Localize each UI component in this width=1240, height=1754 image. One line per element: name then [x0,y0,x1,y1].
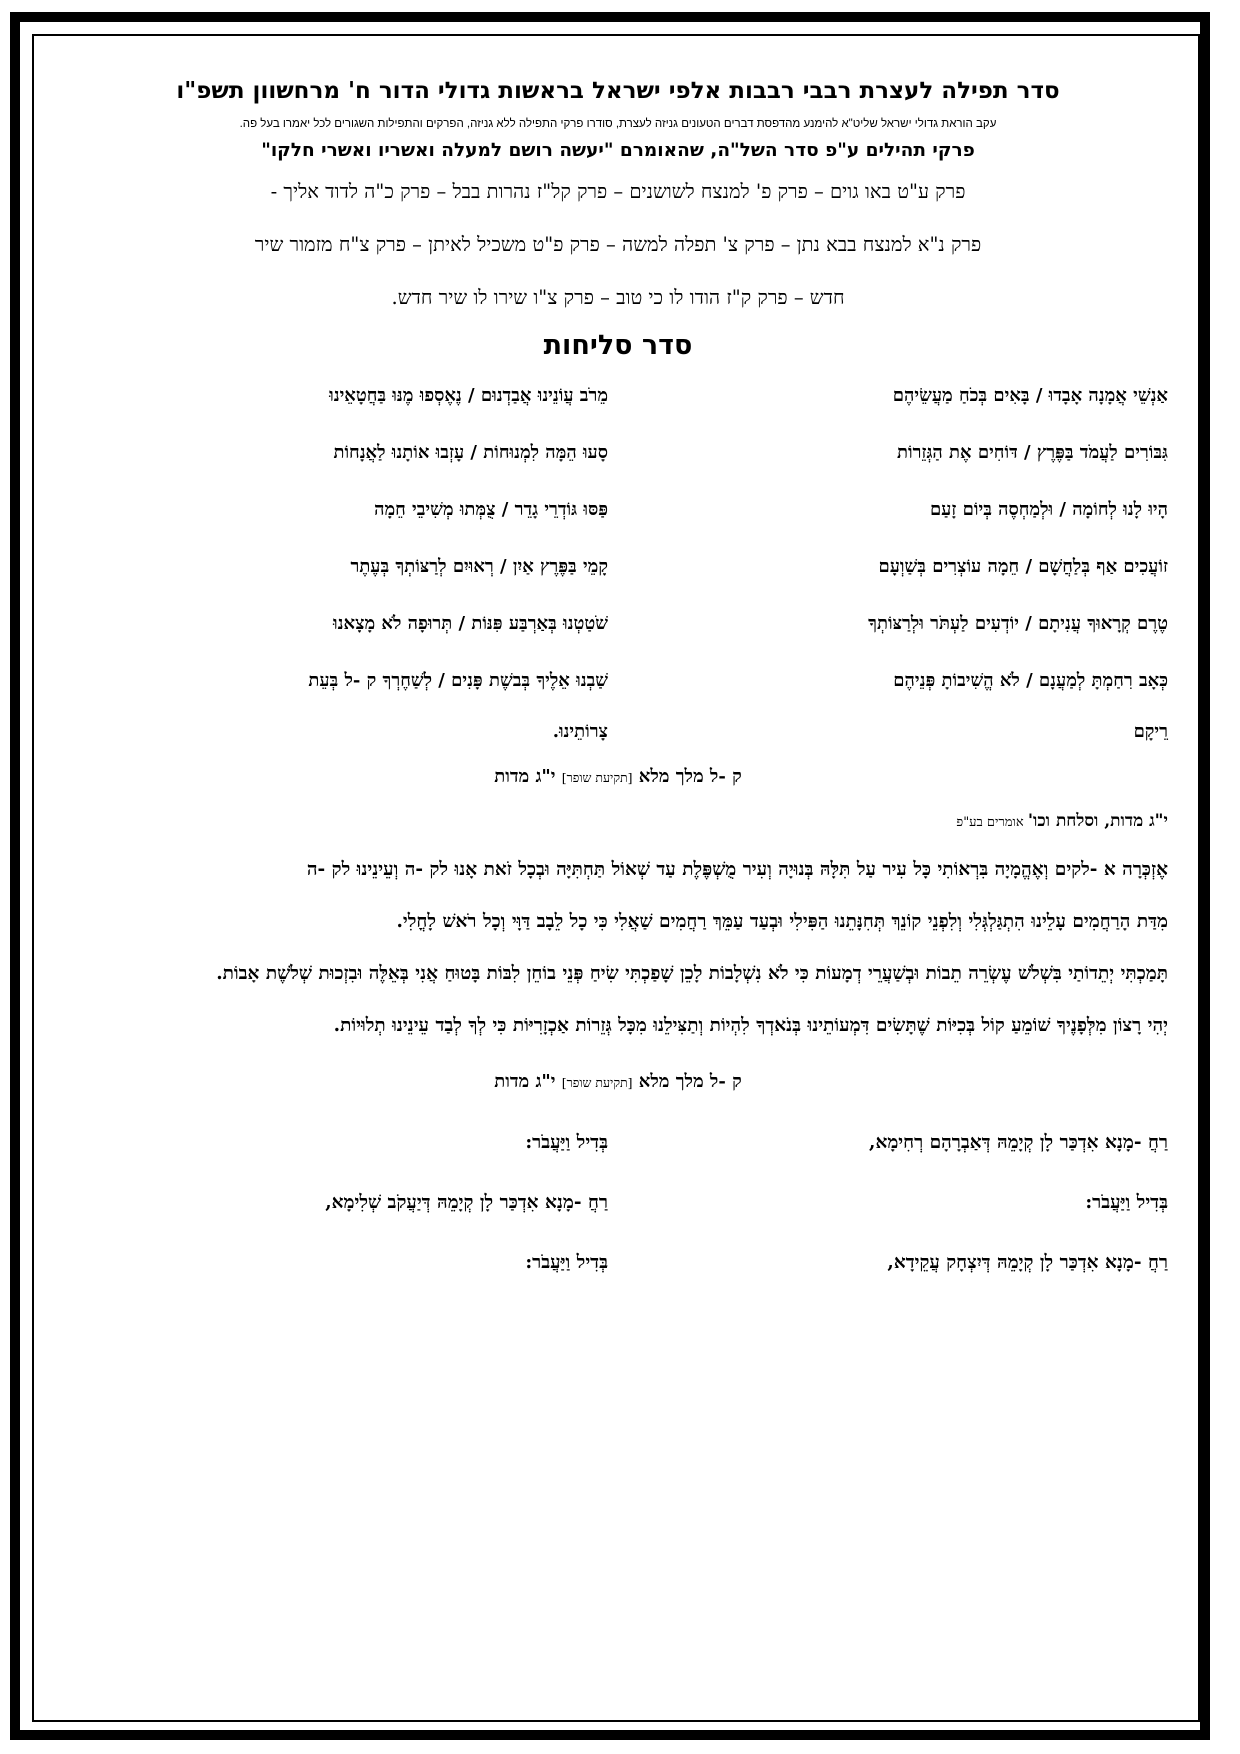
shofar-note: [תקיעת שופר] [561,1075,633,1090]
yud-gimel-midot-text: י"ג מדות [494,1071,562,1092]
selichot-title: סדר סליחות [543,330,693,361]
rachamana-left: בְּדִיל וַיַּעֲבֹר: [525,1132,608,1153]
poem-stanza-right: כְּאָב רִחַמְתָּ לְמַעֲנָם / לֹא הֱשִׁיבוֹתָ פְּנֵיהֶם [893,670,1168,691]
rachamana-left: בְּדִיל וַיַּעֲבֹר: [525,1252,608,1273]
prayer-paragraph: אֶזְכְּרָה א -לקים וְאֶהֱמָיָה בִּרְאוֹתִי כָּל עִיר עַל תִּלָּהּ בְּנוּיָה וְעִיר מֻשְׁפֶּלֶת עַד שְׁאוֹל תַּחְתִּיָּה וּבְכָל זֹאת אָנוּ לק -ה וְעֵינֵינוּ לק -ה [306,859,1168,880]
poem-row [68,481,1168,538]
poem-row [68,424,1168,481]
rachamana-row [68,1233,1168,1293]
selichot-poem [68,367,1168,755]
rachamana-right: בְּדִיל וַיַּעֲבֹר: [1085,1192,1168,1213]
tehilim-heading: פרקי תהילים ע"פ סדר השל"ה, שהאומרם "יעשה רושם למעלה ואשריו ואשרי חלקו" [261,140,975,161]
page-title: סדר תפילה לעצרת רבבי רבבות אלפי ישראל בראשות גדולי הדור ח' מרחשוון תשפ"ו [176,78,1060,104]
tehilim-line: חדש – פרק ק"ז הודו לו כי טוב – פרק צ"ו שירו לו שיר חדש. [391,286,845,309]
rachamana-right: רַחֲ -מָנָא אִדְכַּר לָן קְיָמֵהּ דְּיִצְחָק עֲקֵידָא, [887,1252,1168,1273]
prayer-paragraph: מִדַּת הָרַחֲמִים עָלֵינוּ הִתְגַּלְגְּלִי וְלִפְנֵי קוֹנֵךְ תְּחִנָּתֵנוּ הַפִּילִי וּבְעַד עַמֵּךְ רַחֲמִים שַׁאֲלִי כִּי כָל לֵבָב דַּוָּי וְכָל רֹאשׁ לָחֳלִי. [396,911,1168,932]
document-page [68,60,1168,1700]
recite-note-bold: י"ג מדות, וסלחת וכו' [1027,811,1168,831]
prayer-paragraph: תָּמַכְתִּי יְתֵדוֹתַי בִּשְׁלֹשׁ עֶשְׂרֵה תֵבוֹת וּבְשַׁעֲרֵי דְמָעוֹת כִּי לֹא נִשְׁלָבוֹת לָכֵן שָׁפַכְתִּי שִׂיחַ פְּנֵי בוֹחֵן לִבּוֹת בָּטוּחַ אֲנִי בְּאֵלֶּה וּבִזְכוּת שְׁלֹשֶׁת אָבוֹת. [216,963,1168,984]
poem-stanza-right: גִּבּוֹרִים לַעֲמֹד בַּפֶּרֶץ / דּוֹחִים אֶת הַגְּזֵרוֹת [897,442,1168,463]
tehilim-line: פרק ע"ט באו גוים – פרק פ' למנצח לשושנים – פרק קל"ז נהרות בבל – פרק כ"ה לדוד אליך - [270,180,966,203]
poem-stanza-left: צָרוֹתֵינוּ. [552,721,608,742]
poem-stanza-left: שֹׁטַטְנוּ בְּאַרְבַּע פִּנּוֹת / תְּרוּפָה לֹא מָצָאנוּ [333,613,608,634]
poem-stanza-left: קָמֵי בַּפֶּרֶץ אַיִן / רְאוּיִם לְרַצּוֹתְךָ בְּעֶתֶר [350,556,608,577]
rachamana-right: רַחֲ -מָנָא אִדְכַּר לָן קְיָמֵהּ דְּאַבְרָהָם רְחִימָא, [869,1132,1168,1153]
poem-stanza-right: הָיוּ לָנוּ לְחוֹמָה / וּלְמַחְסֶה בְּיוֹם זָעַם [929,499,1168,520]
poem-stanza-right: טֶרֶם קְרָאוּךָ עֲנִיתָם / יוֹדְעִים לַעְתֹּר וּלְרַצּוֹתְךָ [868,613,1168,634]
kel-melech-text: ק -ל מלך מלא [632,1071,742,1092]
tehilim-line: פרק נ"א למנצח בבא נתן – פרק צ' תפלה למשה – פרק פ"ט משכיל לאיתן – פרק צ"ח מזמור שיר [254,233,982,256]
rachamana-left: רַחֲ -מָנָא אִדְכַּר לָן קְיָמֵהּ דְּיַעֲקֹב שְׁלִימָא, [325,1192,608,1213]
poem-stanza-right: זוֹעֲכִים אַף בְּלַחֲשָׁם / חֵמָה עוֹצְרִים בְּשַׁוְעָם [878,556,1168,577]
poem-stanza-left: מֵרֹב עֲוֹנֵינוּ אֲבַדְנוּם / נֶאֶסְפוּ מֶנּוּ בַּחֲטָאֵינוּ [329,385,608,406]
rachamana-section [68,1113,1168,1293]
shofar-note: [תקיעת שופר] [561,770,633,785]
poem-row [68,538,1168,595]
kel-melech-line [68,1060,1168,1105]
poem-row [68,595,1168,652]
recite-by-heart-note [68,800,1168,844]
rachamana-row [68,1113,1168,1173]
poem-stanza-left: פַּסּוּ גּוֹדְרֵי גָדֵר / צֻמְּתוּ מְשִׁיבֵי חֵמָה [374,499,608,520]
prayer-paragraph: יְהִי רָצוֹן מִלְּפָנֶיךָ שׁוֹמֵעַ קוֹל בְּכִיּוֹת שֶׁתָּשִׂים דִּמְעוֹתֵינוּ בְּנֹאדְךָ לִהְיוֹת וְתַצִּילֵנוּ מִכָּל גְּזֵרוֹת אַכְזָרִיּוֹת כִּי לְךָ לְבַד עֵינֵינוּ תְלוּיוֹת. [333,1015,1168,1036]
poem-stanza-left: סָעוּ הֵמָּה לִמְנוּחוֹת / עָזְבוּ אוֹתָנוּ לַאֲנָחוֹת [333,442,608,463]
yud-gimel-midot-text: י"ג מדות [494,766,562,787]
kel-melech-line [68,755,1168,800]
kel-melech-text: ק -ל מלך מלא [632,766,742,787]
poem-stanza-right: רֵיקָם [1133,721,1168,742]
rachamana-row [68,1173,1168,1233]
poem-stanza-right: אַנְשֵׁי אֲמָנָה אָבָדוּ / בָּאִים בְּכֹחַ מַעֲשֵׂיהֶם [892,385,1168,406]
genizah-note: עקב הוראת גדולי ישראל שליט"א להימנע מהדפסת דברים הטעונים גניזה לעצרת, סודרו פרקי התפילה ללא גניזה, הפרקים והתפילות השגורים לכל יאמרו בעל פה. [239,118,997,130]
poem-stanza-left: שַׁבְנוּ אֵלֶיךָ בְּבשֶׁת פָּנִים / לְשַׁחֶרְךָ ק -ל בְּעֵת [308,670,608,691]
tehilim-chapter-list [68,165,1168,324]
poem-row [68,709,1168,755]
poem-row [68,652,1168,709]
poem-row [68,367,1168,424]
recite-note-rest: אומרים בע"פ [956,815,1028,830]
